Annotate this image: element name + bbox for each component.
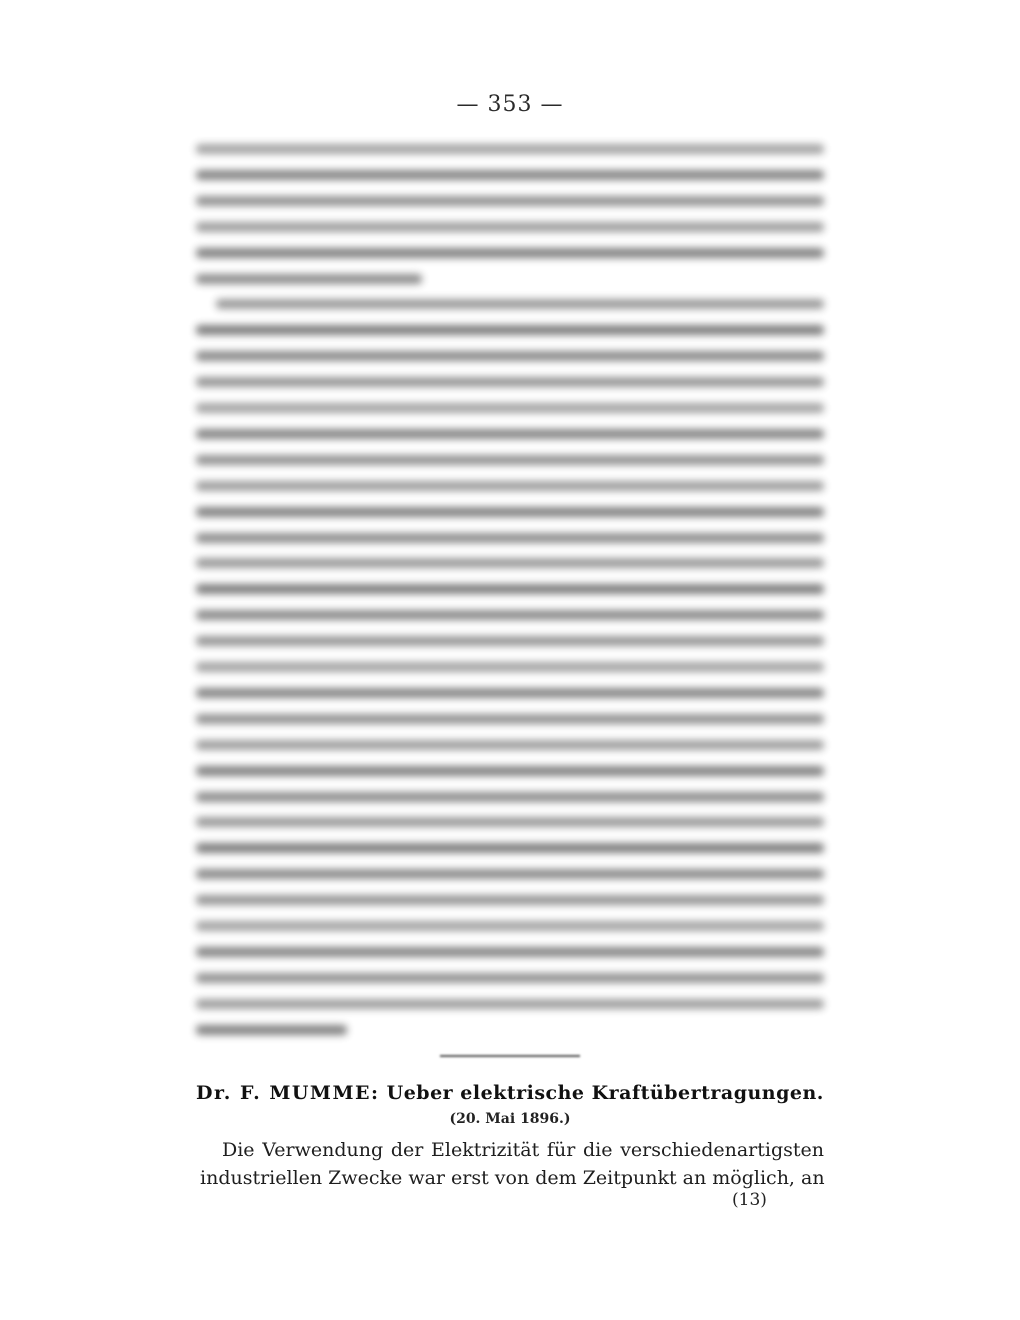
blurred-line — [196, 507, 824, 517]
sheet-number: (13) — [732, 1190, 767, 1210]
blurred-line — [196, 481, 824, 491]
blurred-line — [196, 766, 824, 776]
blurred-line — [196, 533, 824, 543]
blurred-line — [196, 843, 824, 853]
blurred-line — [196, 274, 422, 284]
blurred-line — [196, 429, 824, 439]
blurred-line — [196, 895, 824, 905]
blurred-line — [196, 610, 824, 620]
blurred-line — [196, 403, 824, 413]
body-line: Die Verwendung der Elektrizität für die verschiedenartigsten — [222, 1139, 824, 1161]
blurred-line — [196, 377, 824, 387]
blurred-line — [196, 222, 824, 232]
article-title: Ueber elektrische Kraftübertragungen. — [386, 1082, 824, 1104]
blurred-line — [196, 817, 824, 827]
blurred-line — [196, 584, 824, 594]
blurred-text-block — [196, 138, 824, 1050]
blurred-line — [196, 144, 824, 154]
blurred-line — [196, 325, 824, 335]
blurred-line — [196, 973, 824, 983]
blurred-line — [196, 248, 824, 258]
blurred-line — [196, 714, 824, 724]
blurred-line — [196, 792, 824, 802]
article-body — [200, 1136, 824, 1192]
blurred-line — [196, 869, 824, 879]
blurred-line — [196, 1025, 347, 1035]
article-heading — [0, 1082, 1020, 1104]
blurred-line — [196, 558, 824, 568]
blurred-line — [196, 170, 824, 180]
article-author: Dr. F. MUMME: — [196, 1082, 380, 1104]
page-number: — 353 — — [456, 92, 564, 117]
blurred-line — [216, 299, 824, 309]
blurred-line — [196, 455, 824, 465]
body-line: industriellen Zwecke war erst von dem Zeitpunkt an möglich, an — [200, 1167, 825, 1189]
blurred-line — [196, 196, 824, 206]
blurred-line — [196, 662, 824, 672]
article-date: (20. Mai 1896.) — [449, 1111, 571, 1127]
section-divider — [440, 1055, 580, 1057]
blurred-line — [196, 636, 824, 646]
blurred-line — [196, 351, 824, 361]
blurred-line — [196, 947, 824, 957]
blurred-line — [196, 999, 824, 1009]
blurred-line — [196, 688, 824, 698]
blurred-line — [196, 921, 824, 931]
blurred-line — [196, 740, 824, 750]
